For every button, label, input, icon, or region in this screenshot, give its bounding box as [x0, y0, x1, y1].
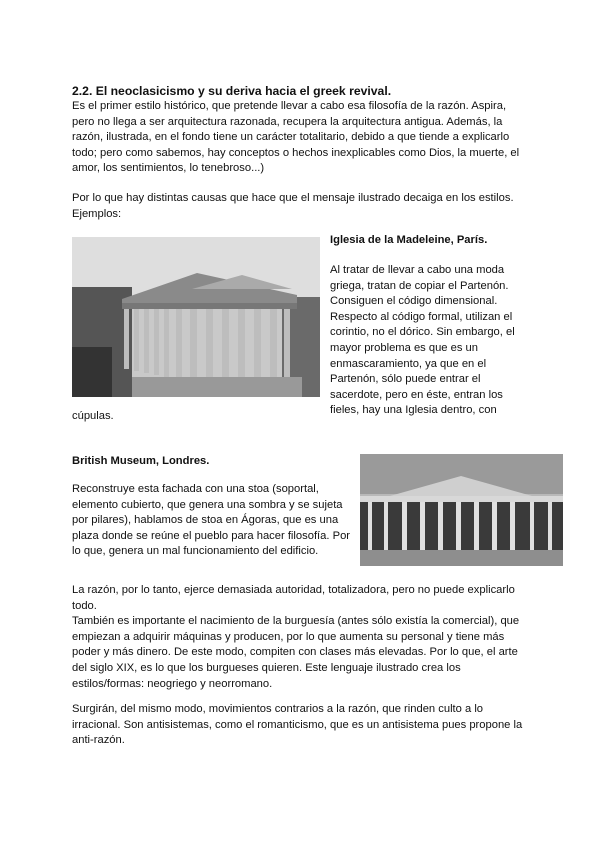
section-title: 2.2. El neoclasicismo y su deriva hacia el greek revival.	[72, 84, 392, 98]
text-line: Reconstruye esta fachada con una stoa (soportal,	[72, 483, 319, 495]
text-line: mayor problema es que es un	[330, 341, 479, 354]
text-line: Respecto al código formal, utilizan el	[330, 310, 513, 323]
final-paragraph	[72, 702, 522, 749]
british-museum-photo	[360, 454, 563, 566]
text-line: Al tratar de llevar a cabo una moda	[330, 264, 505, 276]
causes-paragraph	[72, 191, 514, 222]
madeleine-tail: cúpulas.	[72, 410, 114, 422]
text-line: amor, los sentimientos, lo tenebroso...)	[72, 162, 265, 175]
text-line: La razón, por lo tanto, ejerce demasiada autoridad, totalizadora, pero no puede explicarlo	[72, 584, 515, 596]
madeleine-heading: Iglesia de la Madeleine, París.	[330, 234, 488, 246]
text-line: fieles, hay una Iglesia dentro, con	[330, 404, 497, 417]
intro-paragraph	[72, 99, 519, 177]
text-line: todo.	[72, 599, 97, 612]
text-line: Ejemplos:	[72, 207, 122, 220]
text-line: lo que, genera un mal funcionamiento del edificio.	[72, 545, 319, 558]
text-line: irracional. Son antisistemas, como el romanticismo, que es un antisistema pues propone la	[72, 718, 523, 731]
text-line: plaza donde se reúne el pueblo para hacer filosofía. Por	[72, 529, 351, 542]
text-line: Partenón, sólo puede entrar el	[330, 373, 481, 386]
text-line: Es el primer estilo histórico, que pretende llevar a cabo esa filosofía de la razón. Aspira,	[72, 100, 507, 112]
british-museum-heading: British Museum, Londres.	[72, 455, 210, 467]
text-line: todo; pero como sabemos, hay conceptos o hechos inexplicables como Dios, la muerte, el	[72, 146, 520, 159]
madeleine-photo	[72, 237, 320, 397]
text-line: anti-razón.	[72, 734, 125, 747]
text-line: del siglo XIX, es lo que los burgueses quieren. Este lenguaje ilustrado crea los	[72, 661, 461, 674]
text-line: Consiguen el código dimensional.	[330, 295, 498, 308]
text-line: Surgirán, del mismo modo, movimientos contrarios a la razón, que rinden culto a lo	[72, 703, 484, 715]
text-line: estilos/formas: neogriego y neorromano.	[72, 677, 273, 690]
text-line: Por lo que hay distintas causas que hace que el mensaje ilustrado decaiga en los estilos.	[72, 192, 514, 204]
text-line: elemento cubierto, que genera una sombra y se sujeta	[72, 498, 343, 511]
text-line: pero no llega a ser arquitectura razonada, recupera la arquitectura antigua. Además, la	[72, 115, 503, 128]
madeleine-paragraph	[330, 263, 515, 419]
text-line: corintio, no el dórico. Sin embargo, el	[330, 326, 515, 339]
text-line: También es importante el nacimiento de la burguesía (antes sólo existía la comercial), que	[72, 615, 520, 628]
reason-paragraph	[72, 583, 519, 692]
text-line: poder y más dinero. De este modo, compiten con clases más elevadas. Por lo que, el arte	[72, 646, 518, 659]
text-line: sacerdote, pero en éste, entran los	[330, 388, 503, 401]
british-museum-paragraph	[72, 482, 350, 560]
text-line: por pilares), hablamos de stoa en Ágoras, que es una	[72, 514, 339, 527]
text-line: razón, ilustrada, en el fondo tiene un carácter totalitario, debido a que tiende a explicarlo	[72, 131, 510, 144]
text-line: empiezan a adquirir máquinas y producen, por lo que aumenta su personal y tiene más	[72, 630, 505, 643]
text-line: enmascaramiento, ya que en el	[330, 357, 487, 370]
text-line: griega, tratan de copiar el Partenón.	[330, 279, 509, 292]
